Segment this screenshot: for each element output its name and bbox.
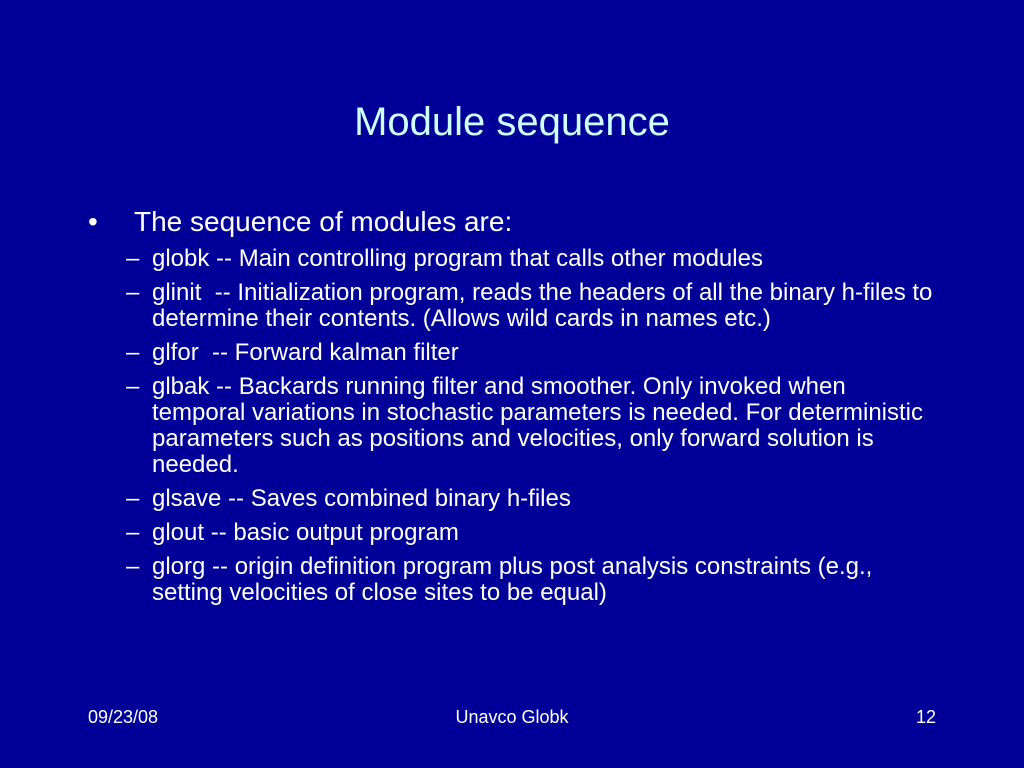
module-list: [88, 246, 958, 606]
dash-icon: –: [126, 553, 140, 580]
slide-title: Module sequence: [354, 100, 670, 144]
list-item: [88, 374, 942, 478]
slide-content: [88, 204, 958, 614]
list-item-text: glsave -- Saves combined binary h-files: [152, 485, 571, 512]
dash-icon: –: [126, 519, 140, 546]
dash-icon: –: [126, 245, 140, 272]
list-item: [88, 340, 942, 366]
list-item: [88, 246, 942, 272]
list-item: [88, 520, 942, 546]
list-item-text: glinit -- Initialization program, reads the headers of all the binary h-files to determine their contents. (Allows wild cards in names etc.): [152, 279, 940, 332]
footer-date: 09/23/08: [88, 707, 159, 727]
bullet-icon: •: [88, 206, 98, 237]
list-item: [88, 554, 942, 606]
list-item-text: glfor -- Forward kalman filter: [152, 339, 459, 366]
list-item: [88, 486, 942, 512]
page-number: 12: [915, 707, 936, 727]
dash-icon: –: [126, 485, 140, 512]
list-item-text: glout -- basic output program: [152, 519, 459, 546]
main-bullet-point: [88, 204, 958, 240]
list-item: [88, 280, 942, 332]
list-item-text: glorg -- origin definition program plus post analysis constraints (e.g., setting velocities of close sites to be equal): [152, 553, 873, 606]
list-item-text: glbak -- Backards running filter and smoother. Only invoked when temporal variations in stochastic parameters is needed. For deterministic parameters such as positions and velocities, only forward solution is needed.: [152, 373, 923, 478]
dash-icon: –: [126, 279, 140, 306]
dash-icon: –: [126, 339, 140, 366]
footer-title: Unavco Globk: [455, 707, 569, 727]
dash-icon: –: [126, 373, 140, 400]
main-bullet-text: The sequence of modules are:: [134, 206, 513, 237]
list-item-text: globk -- Main controlling program that calls other modules: [152, 245, 763, 272]
